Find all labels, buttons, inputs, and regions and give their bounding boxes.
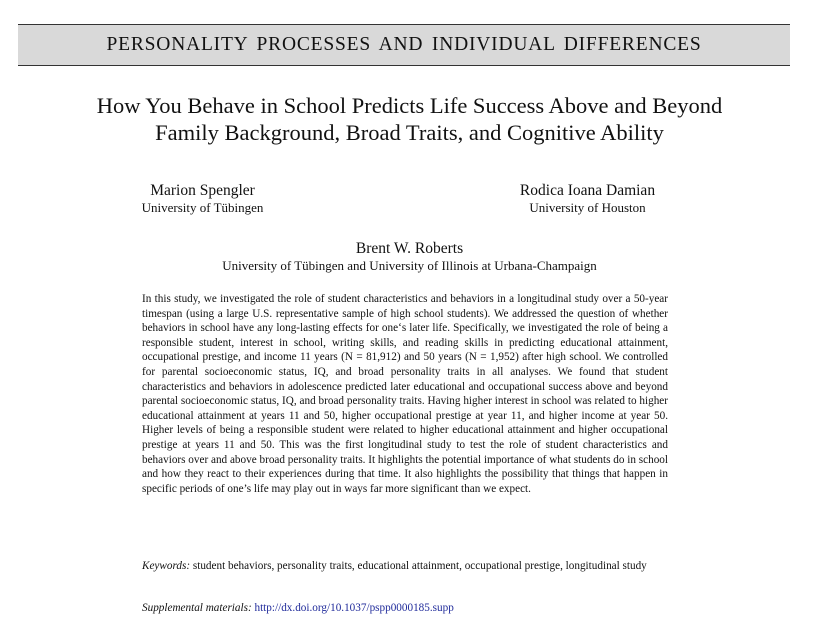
abstract: In this study, we investigated the role of student characteristics and behaviors in a longitudinal study over a 50-year timespan (using a large U.S. representative sample of high school students). We addressed the question of whether behaviors in school have any long-lasting effects for one‘s later life. Specifically, we investigated the role of being a responsible student, interest in school, writing skills, and reading skills in predicting educational attainment, occupational prestige, and income 11 years (N = 81,912) and 50 years (N = 1,952) after high school. We controlled for parental socioeconomic status, IQ, and broad personality traits in all analyses. We found that student characteristics and behaviors in adolescence predicted later educational and occupational success above and beyond parental socioeconomic status, IQ, and broad personality traits. Having higher interest in school was related to higher educational attainment at years 11 and 50, higher occupational prestige at year 11, and higher income at year 50. Higher levels of being a responsible student were related to higher educational attainment and higher occupational prestige at years 11 and 50. This was the first longitudinal study to test the role of student characteristics and behaviors over and above broad personality traits. It highlights the potential importance of what students do in school and how they react to their experiences during that time. It also highlights the possibility that things that happen in specific periods of one’s life may play out in ways far more significant than we expect.: [142, 293, 668, 495]
author-affiliation: University of Tübingen and University of Illinois at Urbana-Champaign: [222, 258, 597, 273]
author-affiliation: University of Tübingen: [141, 200, 264, 215]
author-block-1: [100, 182, 305, 216]
supplemental-doi-link[interactable]: http://dx.doi.org/10.1037/pspp0000185.supp: [254, 602, 454, 614]
keywords-label: Keywords:: [142, 560, 191, 572]
supplemental-label: Supplemental materials:: [142, 602, 252, 614]
author-name: Brent W. Roberts: [355, 240, 464, 257]
keywords: [142, 559, 668, 574]
keywords-text: student behaviors, personality traits, educational attainment, occupational prestige, longitudinal study: [192, 560, 647, 572]
supplemental-materials: [142, 601, 668, 616]
section-banner: [18, 24, 790, 66]
author-block-2: [485, 182, 690, 216]
author-name: Rodica Ioana Damian: [519, 182, 656, 199]
section-banner-text: PERSONALITY PROCESSES AND INDIVIDUAL DIFFERENCES: [106, 34, 702, 55]
author-block-3: [0, 240, 819, 274]
paper-title-line-1: How You Behave in School Predicts Life Success Above and Beyond: [96, 93, 723, 118]
author-affiliation: University of Houston: [529, 200, 646, 215]
paper-title-line-2: Family Background, Broad Traits, and Cognitive Ability: [155, 120, 664, 145]
paper-title: [0, 92, 819, 146]
author-name: Marion Spengler: [150, 182, 255, 199]
